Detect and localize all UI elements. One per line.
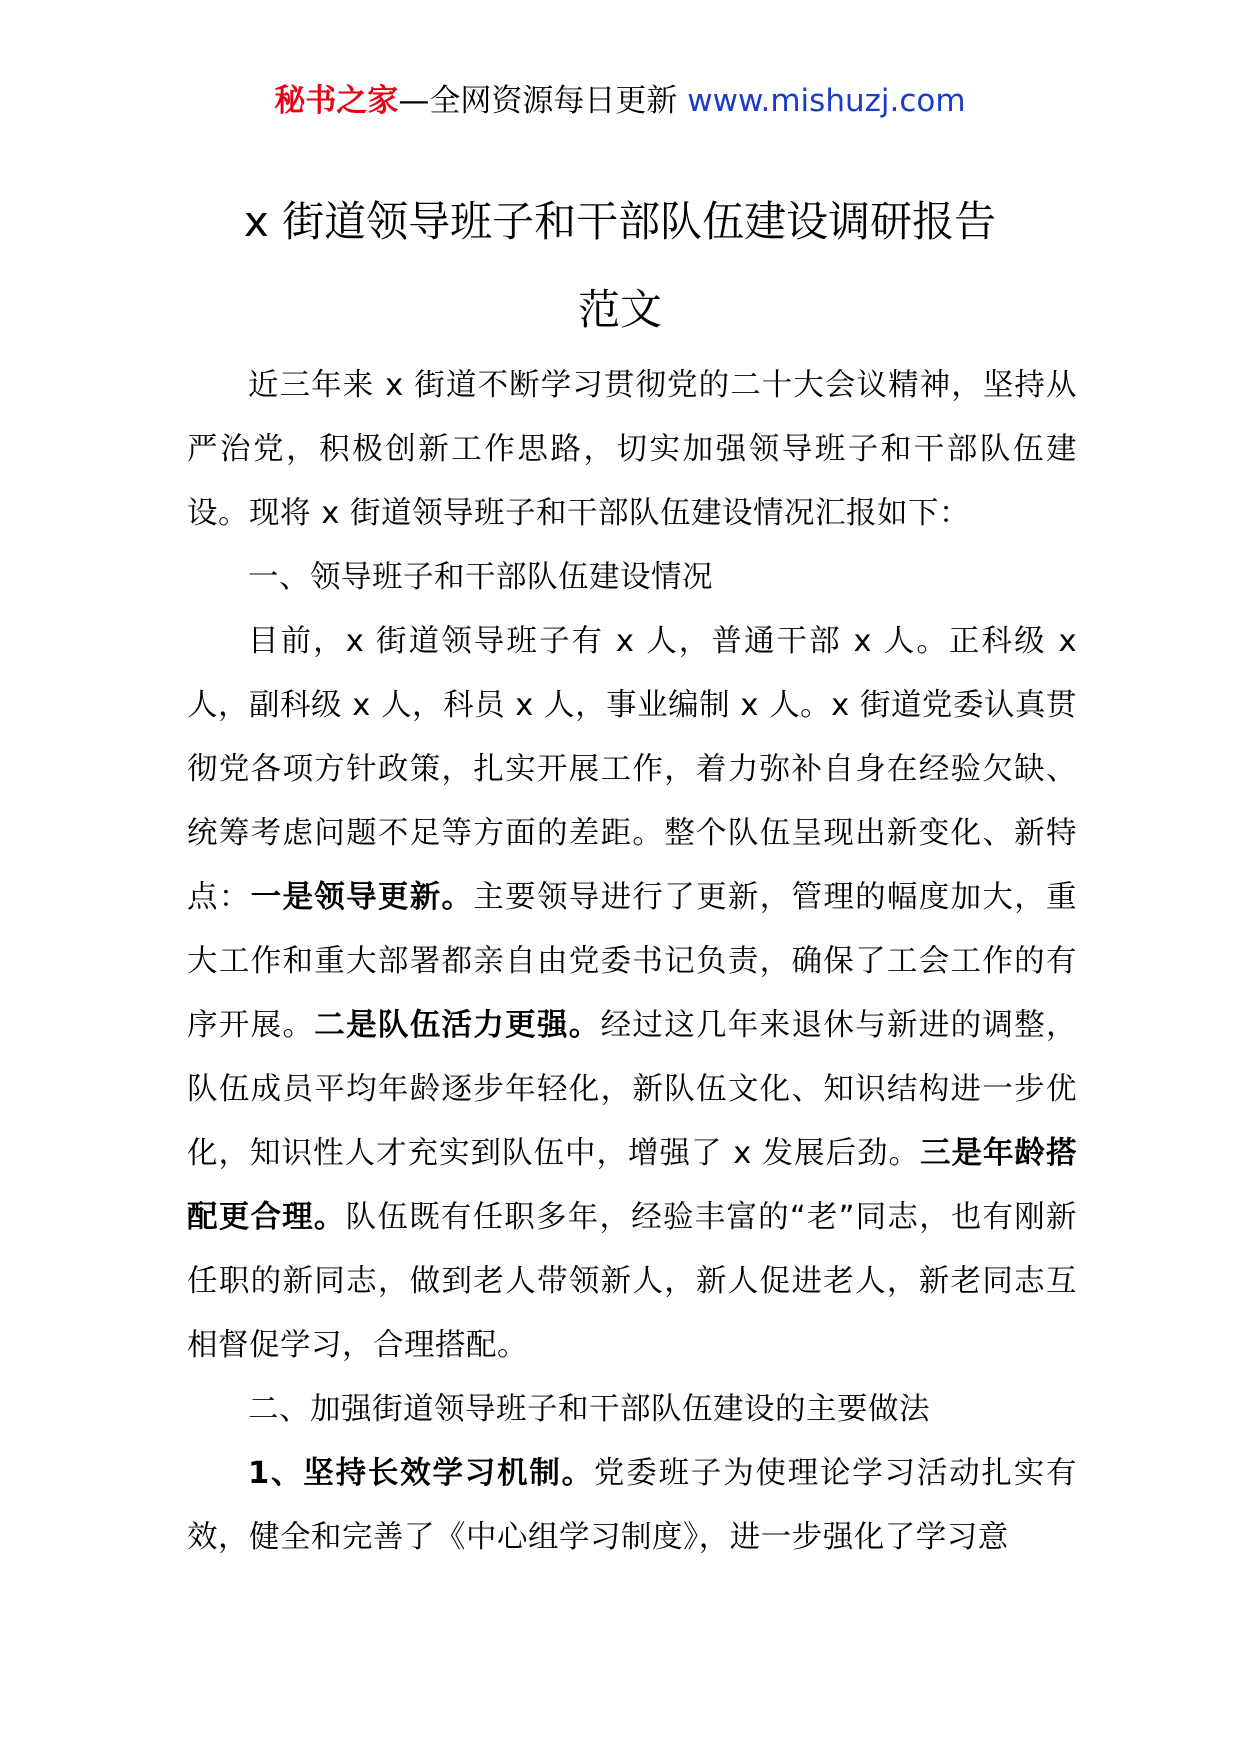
page-header — [0, 80, 1240, 122]
header-tagline: —全网资源每日更新 — [398, 83, 678, 119]
title-line-1: x 街道领导班子和干部队伍建设调研报告 — [243, 197, 997, 246]
practice-1-text: 党委班子为使理论学习活动扎实有效，健全和完善了《中心组学习制度》，进一步强化了学习意 — [187, 1456, 1077, 1555]
section-2-heading: 二、加强街道领导班子和干部队伍建设的主要做法 — [248, 1392, 930, 1427]
intro-paragraph: 近三年来 x 街道不断学习贯彻党的二十大会议精神，坚持从严治党，积极创新工作思路，切实加强领导班子和干部队伍建设。现将 x 街道领导班子和干部队伍建设情况汇报如下： — [187, 368, 1077, 531]
point-3-text: 队伍既有任职多年，经验丰富的“老”同志，也有刚新任职的新同志，做到老人带领新人，新人促进老人，新老同志互相督促学习，合理搭配。 — [187, 1200, 1078, 1363]
point-1-heading: 一是领导更新。 — [250, 880, 474, 915]
practice-1-heading: 1、坚持长效学习机制。 — [248, 1456, 594, 1491]
point-3-heading: 三是年龄搭配更合理。 — [187, 1136, 1077, 1235]
point-2-heading: 二是队伍活力更强。 — [314, 1008, 601, 1043]
section-1-heading: 一、领导班子和干部队伍建设情况 — [248, 560, 713, 595]
document-title — [160, 178, 1080, 354]
point-2-text: 经过这几年来退休与新进的调整，队伍成员平均年龄逐步年轻化，新队伍文化、知识结构进一步优化，知识性人才充实到队伍中，增强了 x 发展后劲。 — [187, 1008, 1078, 1171]
situation-lead: 目前，x 街道领导班子有 x 人，普通干部 x 人。正科级 x 人，副科级 x 人，科员 x 人，事业编制 x 人。x 街道党委认真贯彻党各项方针政策，扎实开展工作，着力弥补自身在经验欠缺、统筹考虑问题不足等方面的差距。整个队伍呈现出新变化、新特点： — [187, 624, 1077, 915]
situation-paragraph — [187, 610, 1077, 1378]
document-body — [187, 354, 1077, 1570]
title-line-2: 范文 — [577, 285, 662, 334]
practice-paragraph — [187, 1442, 1077, 1570]
brand-name: 秘书之家 — [274, 83, 399, 119]
point-1-text: 主要领导进行了更新，管理的幅度加大，重大工作和重大部署都亲自由党委书记负责，确保了工会工作的有序开展。 — [187, 880, 1078, 1043]
site-url[interactable]: www.mishuzj.com — [687, 83, 966, 119]
